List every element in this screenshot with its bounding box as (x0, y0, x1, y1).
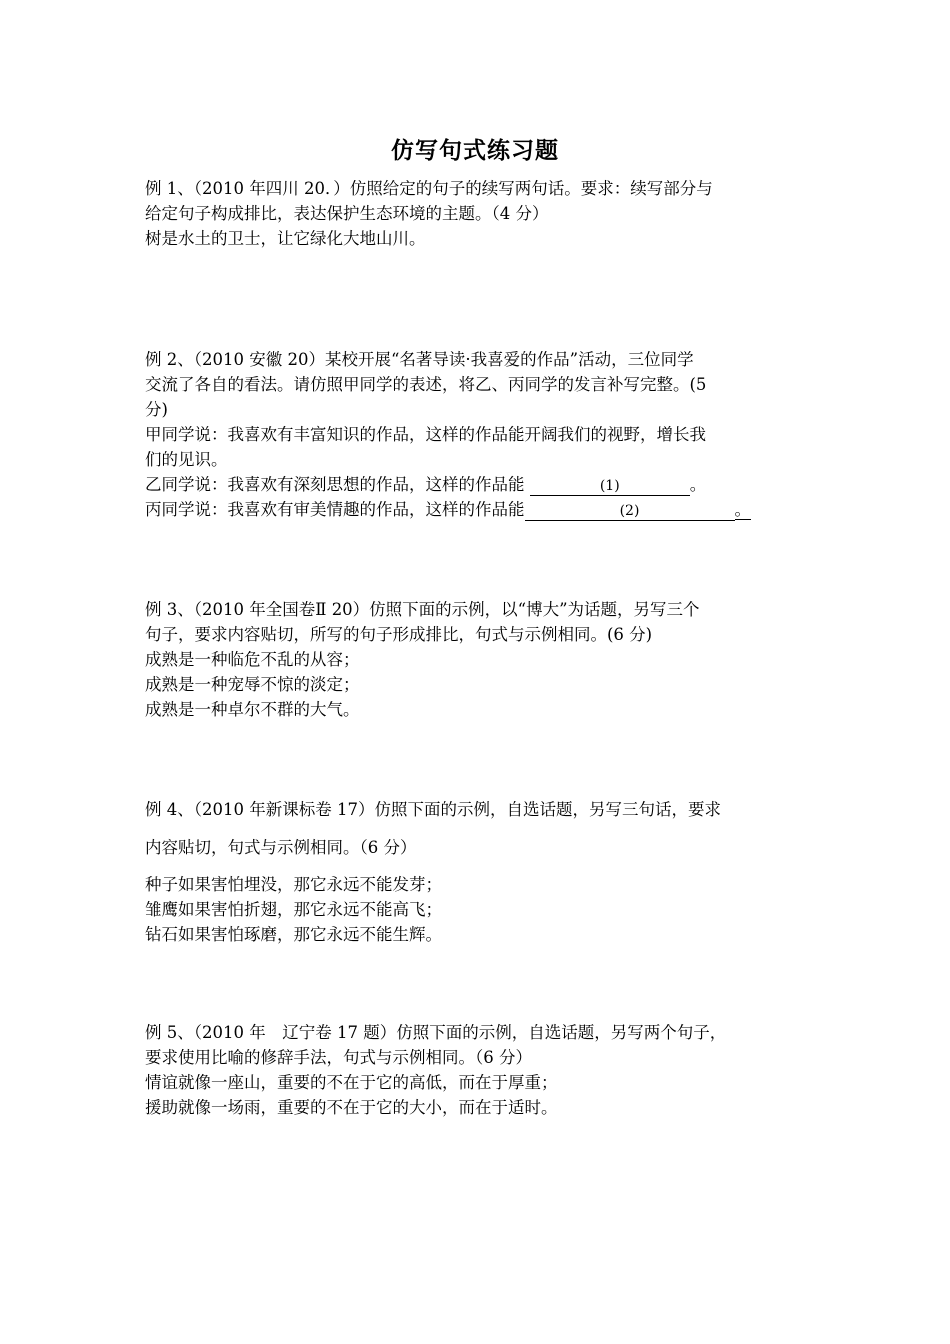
example-sentence: 成熟是一种宠辱不惊的淡定； (145, 675, 360, 694)
question-prompt: 句子，要求内容贴切，所写的句子形成排比，句式与示例相同。(6 分) (145, 625, 653, 644)
question-prompt: 例 3、（2010 年全国卷Ⅱ 20）仿照下面的示例，以“博大”为话题，另写三个 (145, 600, 700, 619)
question-prompt: 交流了各自的看法。请仿照甲同学的表述，将乙、丙同学的发言补写完整。(5 (145, 375, 707, 394)
question-prompt: 例 1、（2010 年四川 20．）仿照给定的句子的续写两句话。要求：续写部分与 (145, 179, 713, 198)
example-sentence: 援助就像一场雨，重要的不在于它的大小，而在于适时。 (145, 1098, 558, 1117)
question-5 (145, 1020, 815, 1120)
example-sentence: 成熟是一种临危不乱的从容； (145, 650, 360, 669)
example-sentence: 树是水土的卫士，让它绿化大地山川。 (145, 229, 426, 248)
student-bing-text: 丙同学说：我喜欢有审美情趣的作品，这样的作品能 (145, 500, 525, 519)
answer-blank-2[interactable]: (2) (525, 502, 735, 521)
example-sentence: 钻石如果害怕琢磨，那它永远不能生辉。 (145, 925, 442, 944)
question-prompt: 内容贴切，句式与示例相同。（6 分） (145, 838, 417, 857)
sentence-end: 。 (689, 475, 707, 494)
question-prompt: 要求使用比喻的修辞手法，句式与示例相同。（6 分） (145, 1048, 532, 1067)
example-sentence: 成熟是一种卓尔不群的大气。 (145, 700, 360, 719)
student-bing-line (145, 497, 815, 522)
question-prompt: 给定句子构成排比，表达保护生态环境的主题。（4 分） (145, 204, 549, 223)
question-2 (145, 347, 815, 522)
student-yi-text: 乙同学说：我喜欢有深刻思想的作品，这样的作品能 (145, 475, 525, 494)
example-sentence: 雏鹰如果害怕折翅，那它永远不能高飞； (145, 900, 442, 919)
example-sentence: 种子如果害怕埋没，那它永远不能发芽； (145, 875, 442, 894)
answer-blank-1[interactable]: (1) (530, 477, 690, 496)
example-sentence: 情谊就像一座山，重要的不在于它的高低，而在于厚重； (145, 1073, 558, 1092)
sentence-end: 。 (734, 500, 751, 519)
question-4 (145, 797, 815, 947)
question-prompt: 分) (145, 400, 168, 419)
student-yi-line (145, 472, 815, 497)
question-prompt: 例 5、（2010 年 辽宁卷 17 题）仿照下面的示例，自选话题，另写两个句子， (145, 1023, 727, 1042)
page-title: 仿写句式练习题 (391, 138, 559, 164)
question-3 (145, 597, 815, 722)
student-jia-line: 们的见识。 (145, 450, 228, 469)
question-prompt: 例 2、（2010 安徽 20）某校开展“名著导读·我喜爱的作品”活动，三位同学 (145, 350, 694, 369)
question-1 (145, 176, 815, 251)
student-jia-line: 甲同学说：我喜欢有丰富知识的作品，这样的作品能开阔我们的视野，增长我 (145, 425, 706, 444)
question-prompt: 例 4、（2010 年新课标卷 17）仿照下面的示例，自选话题，另写三句话，要求 (145, 800, 721, 819)
